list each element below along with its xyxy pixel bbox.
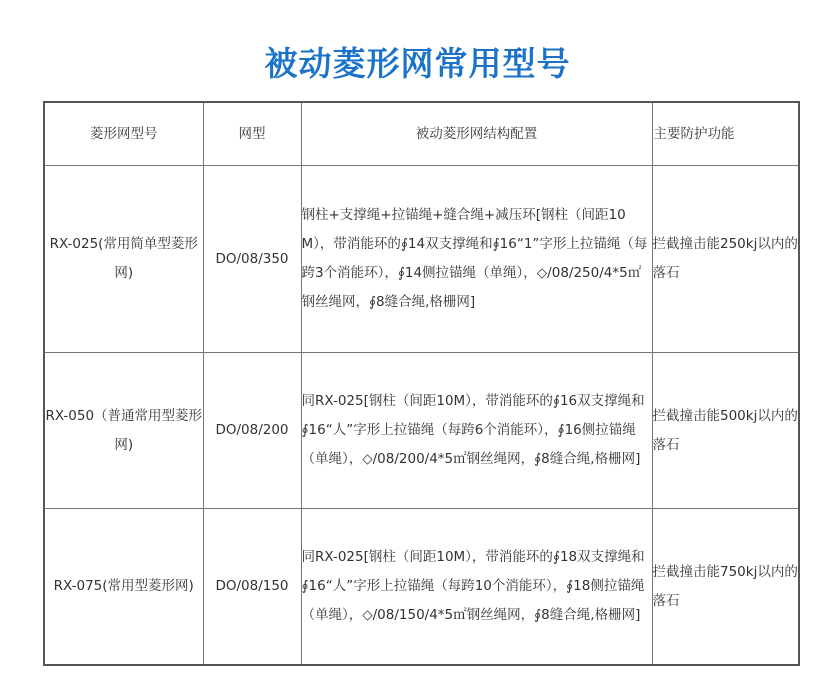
header-config: 被动菱形网结构配置 xyxy=(301,102,652,166)
cell-mesh: DO/08/350 xyxy=(203,166,301,353)
cell-model: RX-050（普通常用型菱形网) xyxy=(44,353,203,509)
cell-function: 拦截撞击能250kj以内的落石 xyxy=(652,166,799,353)
cell-model: RX-025(常用简单型菱形网) xyxy=(44,166,203,353)
cell-config: 同RX-025[钢柱（间距10M），带消能环的∮18双支撑绳和∮16“人”字形上拉锚绳（每跨10个消能环），∮18侧拉锚绳（单绳），◇/08/150/4*5㎡钢丝绳网，∮8缝合绳,格栅网] xyxy=(301,509,652,666)
table-row xyxy=(44,353,799,509)
table-row xyxy=(44,509,799,666)
header-mesh: 网型 xyxy=(203,102,301,166)
header-model: 菱形网型号 xyxy=(44,102,203,166)
table-row xyxy=(44,166,799,353)
cell-config: 钢柱+支撑绳+拉锚绳+缝合绳+减压环[钢柱（间距10M），带消能环的∮14双支撑绳和∮16“1”字形上拉锚绳（每跨3个消能环），∮14侧拉锚绳（单绳），◇/08/250/4*5㎡钢丝绳网，∮8缝合绳,格栅网] xyxy=(301,166,652,353)
cell-mesh: DO/08/150 xyxy=(203,509,301,666)
cell-model: RX-075(常用型菱形网) xyxy=(44,509,203,666)
model-table xyxy=(43,101,800,666)
cell-function: 拦截撞击能500kj以内的落石 xyxy=(652,353,799,509)
page-title: 被动菱形网常用型号 xyxy=(264,44,571,84)
cell-function: 拦截撞击能750kj以内的落石 xyxy=(652,509,799,666)
cell-mesh: DO/08/200 xyxy=(203,353,301,509)
cell-config: 同RX-025[钢柱（间距10M），带消能环的∮16双支撑绳和∮16“人”字形上拉锚绳（每跨6个消能环），∮16侧拉锚绳（单绳），◇/08/200/4*5㎡钢丝绳网，∮8缝合绳,格栅网] xyxy=(301,353,652,509)
table-header-row xyxy=(44,102,799,166)
header-function: 主要防护功能 xyxy=(652,102,799,166)
